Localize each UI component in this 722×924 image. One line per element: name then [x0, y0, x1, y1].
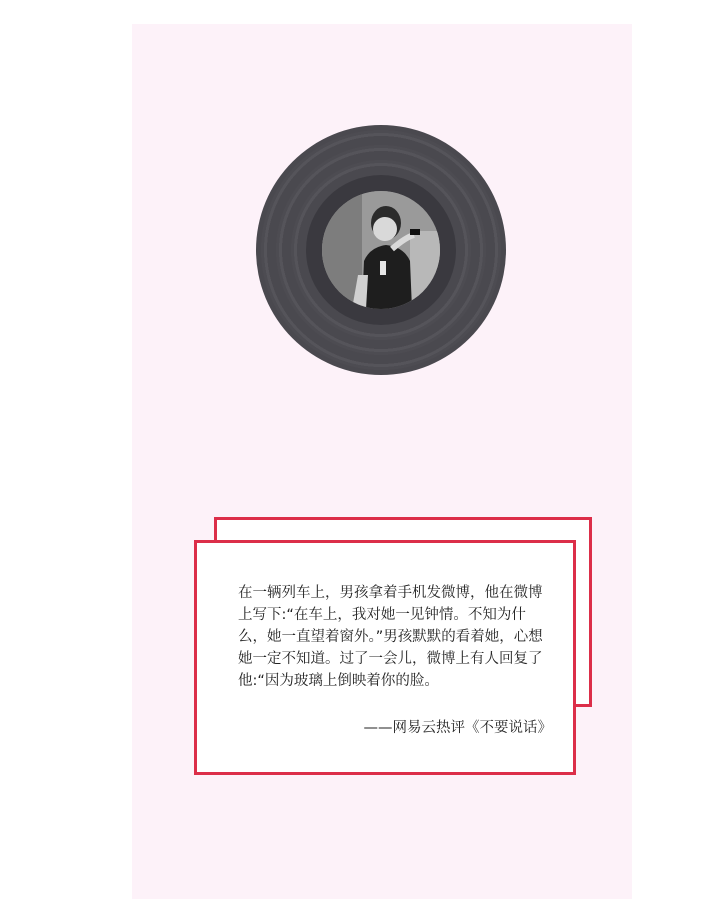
comment-source: ——网易云热评《不要说话》 — [363, 720, 552, 736]
singer-photo-icon — [322, 191, 440, 309]
album-cover-image — [322, 191, 440, 309]
record-label-ring — [306, 175, 456, 325]
comment-text: 在一辆列车上，男孩拿着手机发微博，他在微博上写下:“在车上，我对她一见钟情。不知为什么，她一直望着窗外。”男孩默默的看着她，心想她一定不知道。过了一会儿，微博上有人回复了他:“因为玻璃上倒映着你的脸。 — [238, 585, 543, 689]
comment-card — [194, 540, 576, 775]
vinyl-record[interactable] — [256, 125, 506, 375]
page-container — [132, 24, 632, 899]
